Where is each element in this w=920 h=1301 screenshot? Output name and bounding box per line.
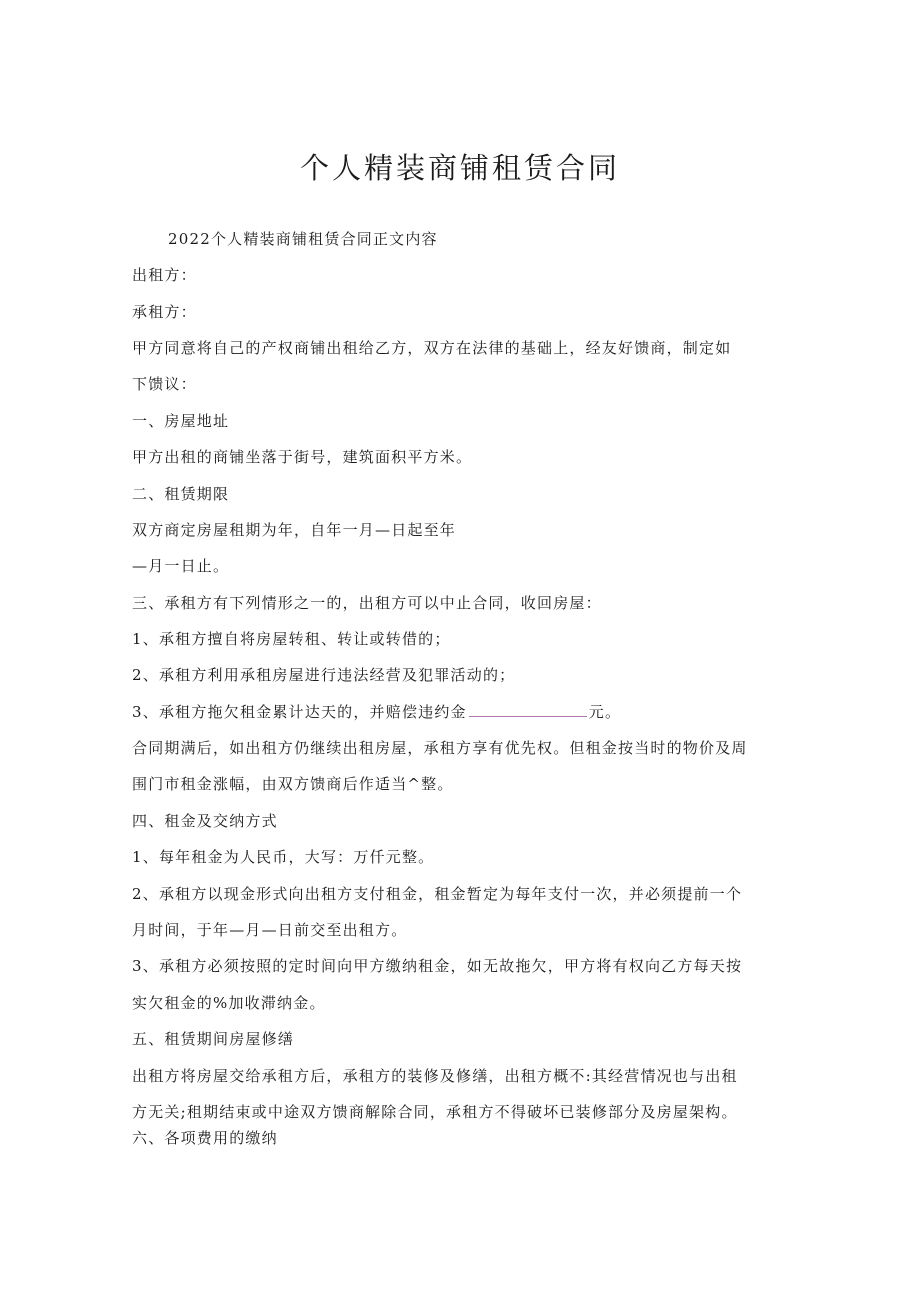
paragraph-line: 甲方同意将自己的产权商铺出租给乙方，双方在法律的基础上，经友好馈商，制定如: [132, 339, 732, 357]
section-heading: 三、承租方有下列情形之一的，出租方可以中止合同，收回房屋：: [132, 594, 602, 612]
currency-unit: 元。: [588, 703, 622, 721]
penalty-amount-blank: [469, 702, 587, 717]
list-item: 1、承租方擅自将房屋转租、转让或转借的；: [132, 630, 451, 648]
paragraph-line: 双方商定房屋租期为年，自年一月—日起至年: [132, 521, 457, 539]
paragraph-line: 合同期满后，如出租方仍继续出租房屋，承租方享有优先权。但租金按当时的物价及周: [132, 739, 748, 757]
paragraph-line: 出租方将房屋交给承租方后，承租方的装修及修缮，出租方概不:其经营情况也与出租: [132, 1067, 738, 1085]
list-item: 3、承租方必须按照的定时间向甲方缴纳租金，如无故拖欠，甲方将有权向乙方每天按: [132, 957, 743, 975]
intro-line: 2022个人精装商铺租赁合同正文内容: [168, 230, 438, 248]
paragraph-line: 围门市租金涨幅，由双方馈商后作适当^整。: [132, 775, 454, 793]
section-heading: 一、房屋地址: [132, 412, 230, 430]
section-heading: 六、各项费用的缴纳: [132, 1129, 278, 1147]
section-heading: 五、租赁期间房屋修缮: [132, 1030, 295, 1048]
paragraph-line: 月时间，于年—月—日前交至出租方。: [132, 921, 408, 939]
lessor-label: 出租方：: [132, 266, 197, 284]
lessee-label: 承租方：: [132, 303, 197, 321]
paragraph-line: 实欠租金的%加收滞纳金。: [132, 994, 326, 1012]
paragraph-line: 下馈议：: [132, 375, 197, 393]
paragraph-line: 方无关;租期结束或中途双方馈商解除合同，承租方不得破坏已装修部分及房屋架构。: [132, 1103, 738, 1121]
section-heading: 二、租赁期限: [132, 485, 230, 503]
list-item: 2、承租方利用承租房屋进行违法经营及犯罪活动的；: [132, 666, 516, 684]
section-heading: 四、租金及交纳方式: [132, 812, 278, 830]
list-item: 2、承租方以现金形式向出租方支付租金，租金暂定为每年支付一次，并必须提前一个: [132, 885, 743, 903]
list-item-text: 3、承租方拖欠租金累计达天的，并赔偿违约金: [132, 703, 467, 721]
paragraph-line: 甲方出租的商铺坐落于街号，建筑面积平方米。: [132, 448, 473, 466]
list-item: [132, 702, 621, 722]
paragraph-line: —月一日止。: [132, 557, 230, 575]
document-title: 个人精装商铺租赁合同: [299, 151, 620, 185]
list-item: 1、每年租金为人民币，大写：万仟元整。: [132, 848, 435, 866]
